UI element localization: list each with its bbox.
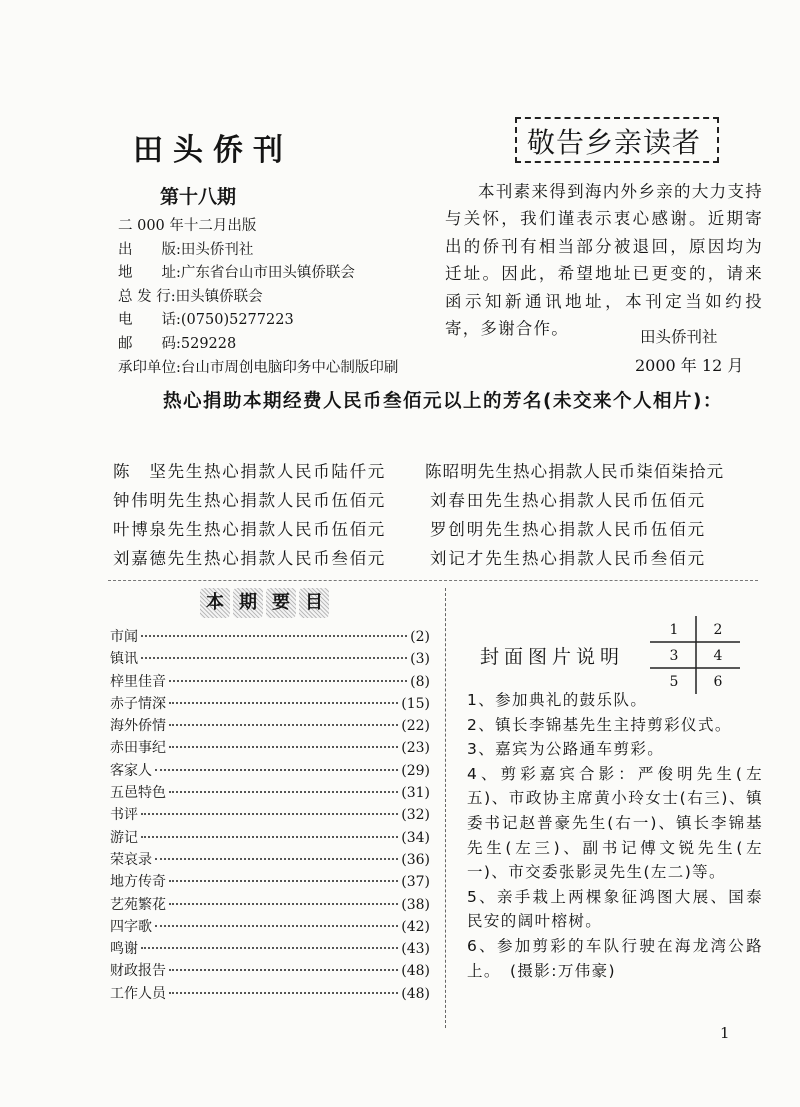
- toc-item[interactable]: 荣哀录 (36): [110, 851, 430, 868]
- column-divider: [445, 588, 446, 1028]
- grid-cell: 5: [669, 674, 679, 690]
- toc-item[interactable]: 工作人员 (48): [110, 985, 430, 1002]
- caption-item: 2、镇长李锦基先生主持剪彩仪式。: [467, 715, 732, 734]
- grid-cell: 2: [713, 622, 723, 638]
- caption-item: 1、参加典礼的鼓乐队。: [467, 691, 648, 709]
- cover-caption-title: 封面图片说明: [480, 646, 625, 668]
- notice-body: 本刊素来得到海内外乡亲的大力支持与关怀，我们谨表示衷心感谢。近期寄出的侨刊有相当部分被退回，原因均为迁址。因此，希望地址已更变的，请来函示知新通讯地址，本刊定当如约投寄，多谢合作。: [445, 182, 763, 339]
- donor-entry: 刘嘉德先生热心捐款人民币叁佰元: [113, 549, 386, 568]
- caption-item: 3、嘉宾为公路通车剪彩。: [467, 740, 665, 759]
- toc-item[interactable]: 艺苑繁花 (38): [110, 896, 430, 913]
- caption-item: 6、参加剪彩的车队行驶在海龙湾公路上。 (摄影:万伟豪): [467, 936, 763, 980]
- info-row: 总 发 行:田头镇侨联会: [118, 288, 263, 305]
- info-row: 地 址:广东省台山市田头镇侨联会: [118, 265, 355, 282]
- toc-item[interactable]: 地方传奇 (37): [110, 874, 430, 891]
- toc-item[interactable]: 五邑特色 (31): [110, 785, 430, 802]
- table-of-contents: [110, 626, 430, 1005]
- toc-item[interactable]: 游记 (34): [110, 829, 430, 846]
- toc-item[interactable]: 镇讯 (3): [110, 651, 430, 668]
- info-row: 邮 码:529228: [118, 335, 237, 352]
- toc-item[interactable]: 梓里佳音 (8): [110, 673, 430, 690]
- grid-cell: 1: [669, 622, 679, 638]
- donor-entry: 陈 坚先生热心捐款人民币陆仟元: [113, 462, 386, 481]
- grid-cell: 4: [713, 648, 723, 664]
- caption-item: 4、剪彩嘉宾合影：严俊明先生(左五)、市政协主席黄小玲女士(右三)、镇委书记赵普豪先生(右一)、镇长李锦基先生(左三)、副书记傅文锐先生(左一)、市交委张影灵先生(左二)等。: [467, 764, 763, 882]
- toc-item[interactable]: 赤子情深 (15): [110, 695, 430, 712]
- donor-entry: 钟伟明先生热心捐款人民币伍佰元: [113, 491, 386, 510]
- donor-entry: 刘春田先生热心捐款人民币伍佰元: [430, 491, 706, 510]
- publication-info: [118, 215, 458, 380]
- toc-item[interactable]: 书评 (32): [110, 807, 430, 824]
- donor-entry: 刘记才先生热心捐款人民币叁佰元: [430, 549, 706, 568]
- grid-cell: 6: [713, 674, 723, 690]
- info-row: 电 话:(0750)5277223: [118, 312, 294, 329]
- notice-signature: 田头侨刊社: [640, 328, 718, 346]
- page-number: 1: [720, 1024, 730, 1042]
- notice-title: 敬告乡亲读者: [527, 126, 702, 159]
- cover-photo-grid: [650, 616, 740, 694]
- notice-date: 2000 年 12 月: [635, 356, 744, 375]
- caption-item: 5、亲手栽上两棵象征鸿图大展、国泰民安的阔叶榕树。: [467, 887, 763, 931]
- donor-heading: 热心捐助本期经费人民币叁佰元以上的芳名(未交来个人相片)：: [163, 391, 723, 412]
- info-row: 承印单位:台山市周创电脑印务中心制版印刷: [118, 359, 399, 376]
- toc-item[interactable]: 财政报告 (48): [110, 963, 430, 980]
- toc-heading-char: 目: [299, 588, 329, 618]
- donor-entry: 罗创明先生热心捐款人民币伍佰元: [430, 520, 706, 539]
- cover-captions: [467, 688, 763, 983]
- toc-item[interactable]: 赤田事纪 (23): [110, 740, 430, 757]
- toc-item[interactable]: 海外侨情 (22): [110, 718, 430, 735]
- toc-item[interactable]: 鸣谢 (43): [110, 941, 430, 958]
- toc-item[interactable]: 四字歌 (42): [110, 918, 430, 935]
- info-row: 二 000 年十二月出版: [118, 218, 257, 234]
- toc-item[interactable]: 客家人 (29): [110, 762, 430, 779]
- donor-entry: 叶博泉先生热心捐款人民币伍佰元: [113, 520, 386, 539]
- info-row: 出 版:田头侨刊社: [118, 241, 254, 258]
- magazine-title: 田头侨刊: [133, 133, 293, 168]
- toc-heading: [200, 588, 340, 620]
- issue-number: 第十八期: [160, 186, 237, 208]
- donor-entry: 陈昭明先生热心捐款人民币柒佰柒拾元: [425, 462, 725, 481]
- toc-heading-char: 本: [200, 588, 230, 618]
- toc-item[interactable]: 市闻 (2): [110, 629, 430, 645]
- section-divider: [108, 580, 758, 581]
- toc-heading-char: 期: [233, 588, 263, 618]
- toc-heading-char: 要: [266, 588, 296, 618]
- grid-cell: 3: [669, 648, 679, 664]
